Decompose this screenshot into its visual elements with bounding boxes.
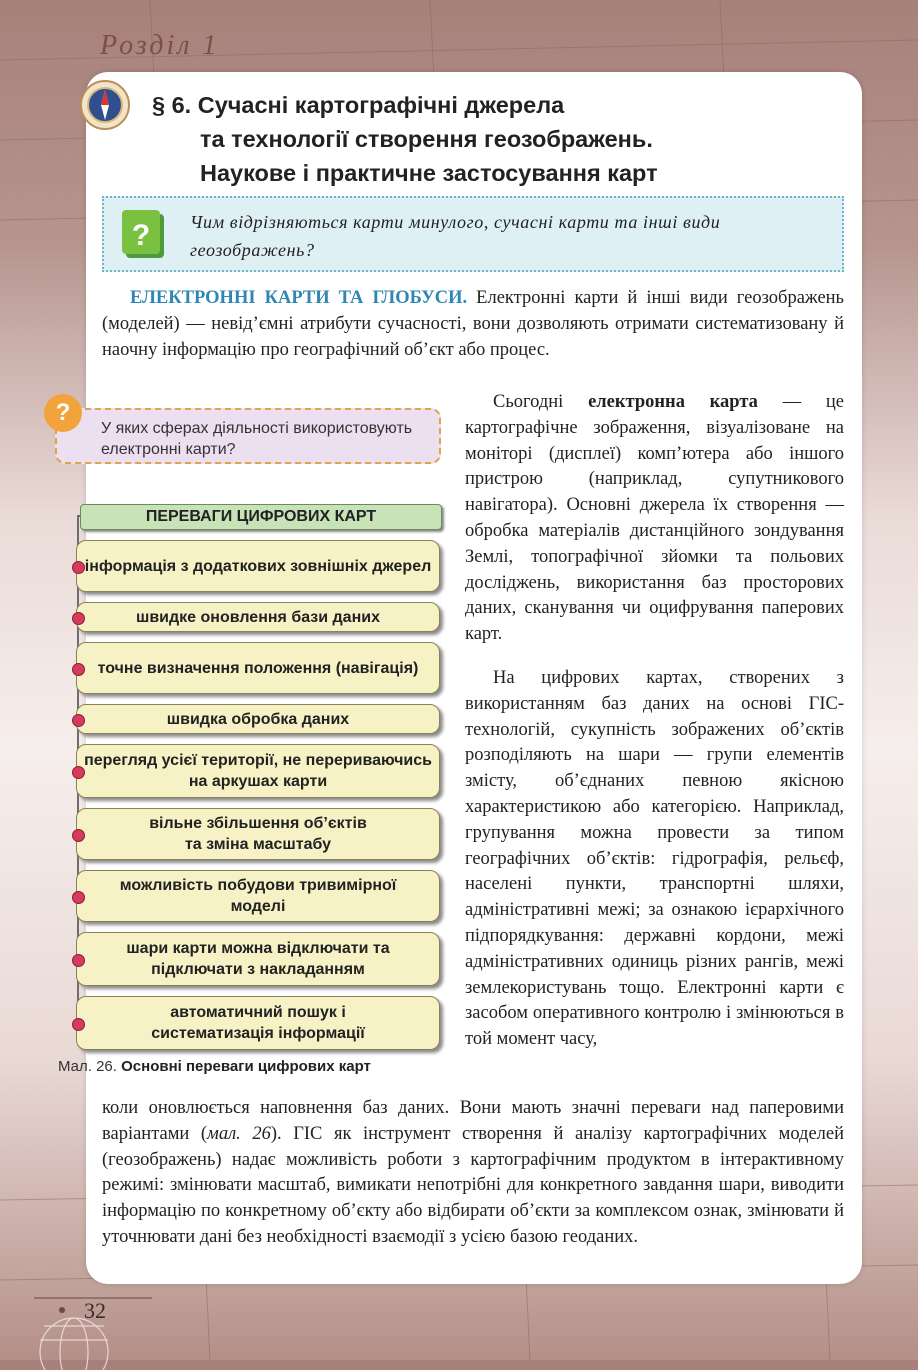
advantage-item: інформація з додаткових зовнішніх джерел (76, 540, 440, 592)
para-text: Сьогодні (493, 392, 589, 412)
page-number: 32 (84, 1298, 106, 1323)
paragraph-digital-maps (465, 666, 844, 1053)
advantage-item: шари карти можна відключати та підключати з накладанням (76, 932, 440, 986)
para-text: На цифрових картах, створених з використанням баз даних на основі ГІС-технологій, сукупність зображених об’єктів розподіляють на шари — групи елементів змісту, об’єднаних певною якісною характеристикою або категорією. Наприклад, групування можна провести за типом географічних об’єктів: гідрографія, рельєф, населені пункти, транспортні шляхи, адміністративні межі; за ознакою ієрархічного підпорядкування: державні кордони, межі адміністративних одиниць різних рангів, межі землекористувань тощо. Електронні карти є засобом оперативного контролю і змінюються в той момент часу, (465, 668, 844, 1050)
page-title (152, 88, 852, 190)
paragraph-intro (102, 286, 844, 363)
question-book-icon (120, 208, 168, 260)
advantage-item: можливість побудови тривимірної моделі (76, 870, 440, 922)
paragraph-gis (102, 1096, 844, 1251)
question-mark-icon: ? (44, 394, 82, 432)
bullet-dot (72, 561, 85, 574)
intro-question-text: Чим відрізняються карти минулого, сучасні карти та інші види геозображень? (190, 212, 721, 260)
advantage-item: перегляд усієї території, не перериваючись на аркушах карти (76, 744, 440, 798)
figure-caption (58, 1058, 371, 1075)
advantage-item: автоматичний пошук і систематизація інформації (76, 996, 440, 1050)
bullet-dot (72, 714, 85, 727)
caption-prefix: Мал. 26. (58, 1058, 117, 1075)
caption-title: Основні переваги цифрових карт (121, 1058, 371, 1075)
section-subheading: ЕЛЕКТРОННІ КАРТИ ТА ГЛОБУСИ. (130, 288, 468, 308)
side-question-text: У яких сферах діяльності використовують електронні карти? (101, 420, 413, 458)
advantage-item: точне визначення положення (навігація) (76, 642, 440, 694)
bullet-dot (72, 954, 85, 967)
section-label: Розділ 1 (100, 30, 220, 61)
paragraph-electronic-map (465, 390, 844, 648)
advantage-item: вільне збільшення об’єктів та зміна масштабу (76, 808, 440, 860)
digital-map-advantages-diagram (56, 500, 446, 1060)
title-line-1: § 6. Сучасні картографічні джерела (152, 92, 565, 118)
compass-icon (80, 80, 130, 130)
svg-text:?: ? (131, 219, 151, 252)
bullet-dot (72, 891, 85, 904)
paragraph-intro-text: Електронні карти й інші види геозображень (моделей) — невід’ємні атрибути сучасності, вони дозволяють отримати систематизовану й наочну інформацію про географічний об’єкт або процес. (102, 288, 844, 360)
title-line-2: та технології створення геозображень. (200, 126, 653, 152)
term-electronic-map: електронна карта (588, 392, 758, 412)
para-text: коли оновлюється наповнення баз даних. Вони мають значні переваги над паперовими варіантами ( (102, 1098, 844, 1144)
advantage-item: швидка обробка даних (76, 704, 440, 734)
bullet-dot (72, 766, 85, 779)
figure-reference-link[interactable]: мал. 26 (207, 1123, 271, 1144)
side-question-box (55, 408, 441, 464)
para-text: ). ГІС як інструмент створення й аналізу картографічних моделей (геозображень) надає можливість роботи з картографічним продуктом в інтерактивному режимі: змінювати масштаб, вимикати непотрібні для конкретного завдання шари, виводити інформацію по конкретному об’єкту або відбирати об’єкти за комплексом ознак, змінювати й уточнювати дані без необхідності взаємодії з усією базою геоданих. (102, 1123, 845, 1247)
para-text: — це картографічне зображення, візуалізоване на моніторі (дисплеї) комп’ютера або іншого пристрою (наприклад, супутникового навігатора). Основні джерела їх створення — обробка матеріалів дистанційного зондування Землі, топографічної зйомки та польових досліджень, використання баз просторових даних, сканування чи оцифрування паперових карт. (465, 392, 844, 645)
bullet-dot (72, 829, 85, 842)
bullet-dot (72, 1018, 85, 1031)
bullet-dot (72, 612, 85, 625)
bullet-dot (72, 663, 85, 676)
intro-question-box (102, 196, 844, 272)
title-line-3: Наукове і практичне застосування карт (200, 160, 658, 186)
advantage-item: швидке оновлення бази даних (76, 602, 440, 632)
diagram-title: ПЕРЕВАГИ ЦИФРОВИХ КАРТ (80, 504, 442, 530)
